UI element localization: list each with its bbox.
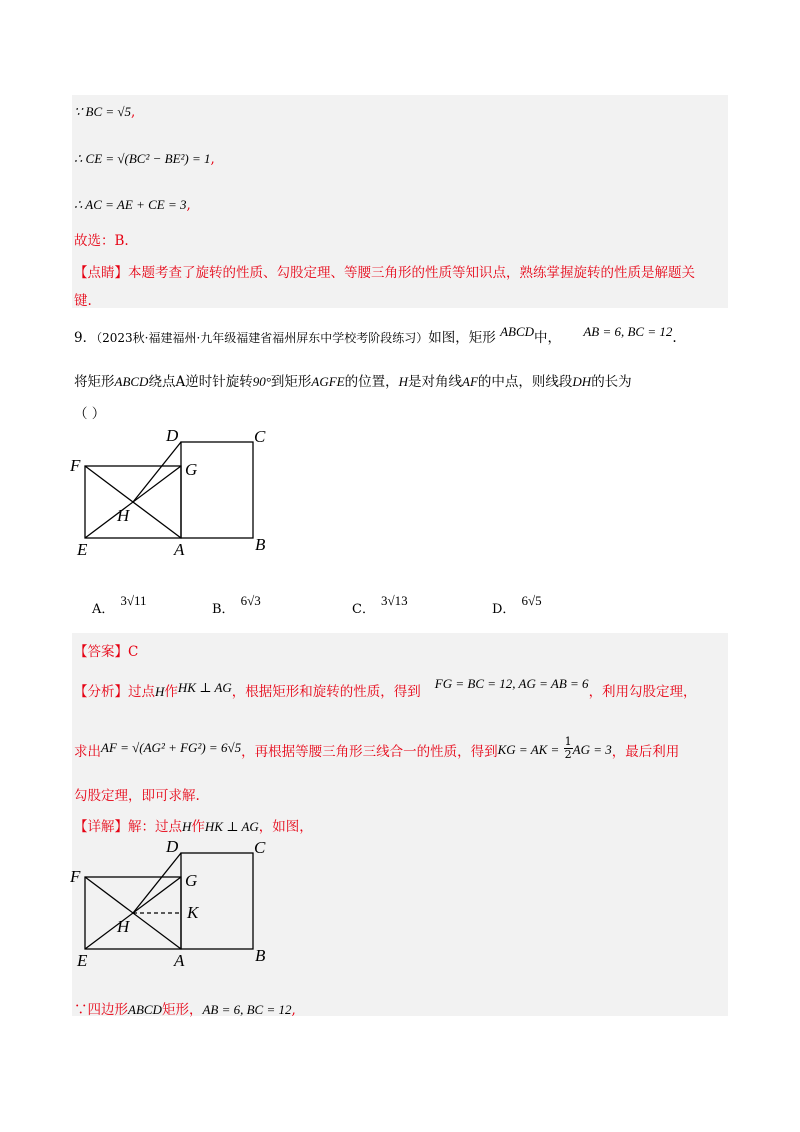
option-d[interactable]: D．6√5 bbox=[492, 593, 542, 617]
rect-abcd bbox=[181, 442, 253, 538]
question-figure bbox=[70, 425, 290, 560]
last-line: ∵四边形ABCD矩形，AB = 6, BC = 12, bbox=[74, 1002, 296, 1018]
label-e: E bbox=[77, 951, 88, 970]
prev-solution-comment: 【点睛】本题考查了旋转的性质、勾股定理、等腰三角形的性质等知识点，熟练掌握旋转的性质是解题关 bbox=[74, 265, 695, 281]
label-a: A bbox=[174, 540, 185, 559]
detail-line-1: 【详解】解：过点H作HK ⊥ AG，如图， bbox=[74, 819, 313, 835]
question-blank: （ ） bbox=[74, 406, 106, 422]
prev-solution-choice: 故选：B. bbox=[74, 233, 129, 249]
analysis-line-3: 勾股定理，即可求解. bbox=[74, 788, 200, 804]
label-g: G bbox=[185, 460, 198, 479]
fraction-one-half: $\frac{1}{2}$ bbox=[564, 735, 572, 761]
prev-solution-comment-cont: 键. bbox=[74, 293, 92, 309]
label-e: E bbox=[77, 540, 88, 559]
option-a[interactable]: A．3√11 bbox=[92, 593, 147, 617]
solution-figure bbox=[70, 836, 290, 971]
label-a: A bbox=[174, 951, 185, 970]
label-c: C bbox=[254, 427, 266, 446]
option-b[interactable]: B．6√3 bbox=[212, 593, 261, 617]
rect-abcd bbox=[181, 853, 253, 949]
label-b: B bbox=[255, 535, 266, 554]
prev-solution-line-1: ∵ BC = √5, bbox=[74, 104, 136, 120]
label-k: K bbox=[187, 903, 199, 922]
label-f: F bbox=[70, 456, 81, 475]
question-line-1: 9．（2023秋·福建福州·九年级福建省福州屏东中学校考阶段练习）如图，矩形 ABCD中， AB = 6, BC = 12. bbox=[74, 324, 677, 346]
label-c: C bbox=[254, 838, 266, 857]
label-g: G bbox=[185, 871, 198, 890]
label-d: D bbox=[166, 426, 179, 445]
answer-line: 【答案】C bbox=[74, 644, 139, 660]
label-h: H bbox=[117, 917, 130, 936]
label-d: D bbox=[166, 837, 179, 856]
analysis-line-2: 求出AF = √(AG² + FG²) = 6√5，再根据等腰三角形三线合一的性质，得到KG = AK = $\frac{1}{2}$ AG = 3，最后利用 bbox=[74, 735, 680, 761]
analysis-line-1: 【分析】过点H作HK ⊥ AG，根据矩形和旋转的性质，得到FG = BC = 12, AG = AB = 6，利用勾股定理， bbox=[74, 676, 697, 700]
question-line-2: 将矩形ABCD绕点A逆时针旋转90°到矩形AGFE的位置，H是对角线AF的中点，则线段DH的长为 bbox=[74, 374, 632, 390]
label-b: B bbox=[255, 946, 266, 965]
label-f: F bbox=[70, 867, 81, 886]
option-c[interactable]: C．3√13 bbox=[352, 593, 408, 617]
prev-solution-line-3: ∴ AC = AE + CE = 3, bbox=[74, 197, 191, 213]
label-h: H bbox=[117, 506, 130, 525]
prev-solution-line-2: ∴ CE = √(BC² − BE²) = 1, bbox=[74, 151, 215, 167]
